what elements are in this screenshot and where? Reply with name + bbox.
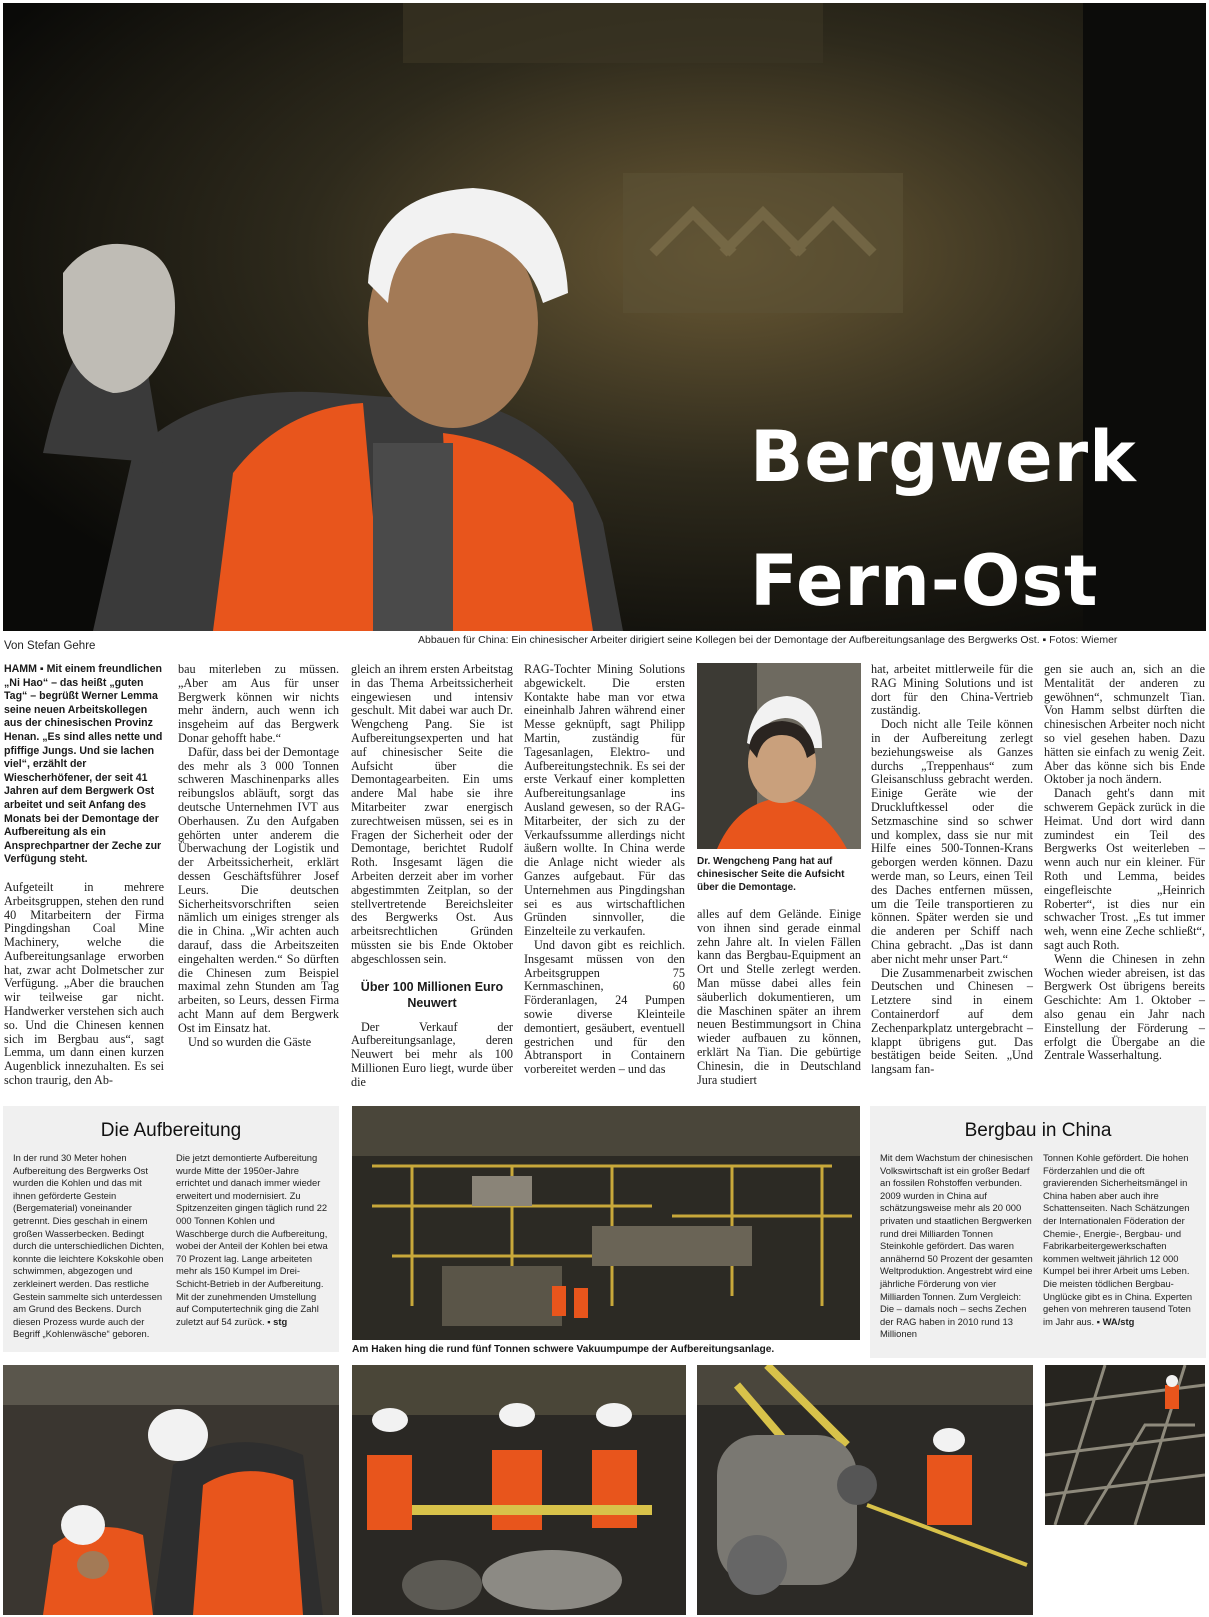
paragraph: Die Zusammenarbeit zwischen Deutschen und Chinesen – Letztere sind in einem Containerdorf auf dem Zechenparkplatz untergebracht – klappt übrigens gut. Das bestätigen beide Seiten. „Und langsam fan- [871, 965, 1033, 1077]
plant-photo [352, 1106, 860, 1340]
info-box-text-body: Tonnen Kohle gefördert. Die hohen Förderzahlen und die oft gravierenden Sicherheitsmängel in China haben aber auch ihre Schattenseiten. Nach Schätzungen der Internationalen Föderation der Chemie-, Energie-, Bergbau- und Fabrikarbeitergewerkschaften kommen weltweit jährlich 12 000 Kumpel bei ihrer Arbeit ums Leben. Die meisten tödlichen Bergbau-Unglücke gibt es in China. Experten gehen von mehreren tausend Toten im Jahr aus. [1043, 1152, 1193, 1327]
pang-photo [697, 663, 861, 849]
paragraph: bau miterleben zu müssen. „Aber am Aus für unser Bergwerk können wir nichts mehr ändern, auch wenn ich insgeheim auf das Bergwerk Donar gehofft habe.“ [178, 662, 339, 745]
author-signature: ▪ WA/stg [1096, 1315, 1135, 1327]
paragraph: Und so wurden die Gäste [188, 1034, 312, 1049]
info-box-text [1043, 1152, 1196, 1341]
article-column-6 [871, 663, 1033, 1077]
article-column-2 [178, 663, 339, 1049]
headline-line2: Fern-Ost [750, 540, 1099, 622]
info-box-title: Bergbau in China [964, 1120, 1112, 1141]
article-column-3 [351, 663, 513, 1090]
paragraph: gleich an ihrem ersten Arbeitstag in das Thema Arbeitssicherheit eingewiesen und intensiv geschult. Mit dabei war auch Dr. Wengcheng Pang. Sie ist Aufbereitungsexperten und hat auf chinesischer Seite die Aufsicht über die Demontagearbeiten. Ein ums andere Mal habe sie ihre Mitarbeiter zwar energisch zurechtweisen müssen, sei es in Fragen der Sicherheit oder der Demontage, berichtet Rudolf Roth. Insgesamt lägen die Arbeiten derzeit aber im vorher abgestimmten Zeitplan, so der stellvertretende Bereichsleiter des Bergwerks Ost. Aus arbeitsrechtlichen Gründen müssten sie bis Ende Oktober abgeschlossen sein. [351, 662, 513, 966]
paragraph: RAG-Tochter Mining Solutions abgewickelt. Die ersten Kontakte habe man vor etwa eineinhalb Jahren während einer Messe geknüpft, sagt Philipp Martin, zuständig für Tagesanlagen, Elektro- und Aufbereitungstechnik. Es sei der erste Verkauf einer kompletten Aufbereitungsanlage ins Ausland gewesen, so der RAG-Mitarbeiter, der sich zu der Verkaufssumme allerdings nicht äußern wollte. In China werde die Anlage nicht wieder als Ganzes aufgebaut. Für das Unternehmen aus Pingdingshan sei es aus wirtschaftlichen Gründen sinnvoller, die Einzelteile zu verkaufen. [524, 662, 685, 939]
paragraph: Wenn die Chinesen in zehn Wochen wieder abreisen, ist das Bergwerk Ost übrigens bereits Geschichte: Am 1. Oktober – also genau ein Jahr nach Einstellung der Förderung – erfolgt die Übergabe an die Zentrale Wasserhaltung. [1044, 951, 1205, 1063]
pump-photo [697, 1365, 1033, 1615]
article-column-7 [1044, 663, 1205, 1063]
paragraph: Der Verkauf der Aufbereitungsanlage, deren Neuwert bei mehr als 100 Millionen Euro liegt, wurde über die [351, 1019, 513, 1089]
article-lead: HAMM ▪ Mit einem freundlichen „Ni Hao“ – das heißt „guten Tag“ – begrüßt Werner Lemma seine neuen Arbeitskollegen aus der chinesischen Provinz Henan. „Es sind alles nette und pfiffige Jungs. Und sie lachen viel“, erzählt der Wiescherhöfener, der seit 41 Jahren auf dem Bergwerk Ost arbeitet und seit Anfang des Monats bei der Demontage der Aufbereitung als ein Ansprechpartner der Zeche zur Verfügung steht. [4, 663, 163, 866]
headline-line1: Bergwerk [750, 416, 1137, 498]
paragraph: Dafür, dass bei der Demontage des mehr als 3 000 Tonnen schweren Maschinenparks alles reibungslos abläuft, sorgt das deutsche Unternehmen IVT aus Oberhausen. Zu den Aufgaben gehörten unter anderem die Überwachung der Logistik und der Arbeitssicherheit, erklärt dessen Geschäftsführer Josef Leurs. Die deutschen Sicherheitsvorschriften seien nämlich um einiges strenger als die in China. „Wir achten auch darauf, dass die Arbeitszeiten eingehalten werden.“ So dürften die Chinesen zum Beispiel maximal zehn Stunden am Tag arbeiten, so Leurs, dessen Firma acht Mann auf dem Bergwerk Ost im Einsatz hat. [178, 744, 339, 1035]
author-signature: ▪ stg [267, 1315, 288, 1327]
paragraph: alles auf dem Gelände. Einige von ihnen sind gerade einmal zehn Jahre alt. In vielen Fällen kann das Bergbau-Equipment an Ort und Stelle zerlegt werden. Man müsse dabei alles fein säuberlich dokumentieren, um die Maschinen später an ihrem neuen Bestimmungsort in China wieder aufbauen zu können, erklärt Na Tian. Die gebürtige Chinesin, die in Deutschland Jura studiert [697, 907, 861, 1087]
workers-photo-2 [352, 1365, 686, 1615]
paragraph: gen sie auch an, sich an die Mentalität der anderen zu gewöhnen“, schmunzelt Tian. Von Hamm selbst dürften die chinesischen Arbeiter noch nicht so viel gesehen haben. Dazu hätten sie einfach zu wenig Zeit. Aber das könne sich bis Ende Oktober ja noch ändern. [1044, 662, 1205, 787]
workers-photo-1 [3, 1365, 339, 1615]
paragraph: hat, arbeitet mittlerweile für die RAG Mining Solutions und ist dort für den China-Vertrieb zuständig. [871, 662, 1033, 718]
hero-caption: Abbauen für China: Ein chinesischer Arbeiter dirigiert seine Kollegen bei der Demontage der Aufbereitungsanlage des Bergwerks Ost. ▪ Fotos: Wiemer [418, 634, 1118, 646]
article-column-1 [4, 663, 164, 1088]
info-box-text: In der rund 30 Meter hohen Aufbereitung des Bergwerks Ost wurden die Kohlen und das mit ihnen geförderte Gestein (Bergematerial) voneinander getrennt. Dies geschah in einem großen Wasserbecken. Bedingt durch die unterschiedlichen Dichten, konnte die leichtere Kokskohle oben schwimmen, abgezogen und zerkleinert werden. Das restliche Gestein sammelte sich unterdessen am Grund des Beckens. Durch diesen Prozess wurde auch der Begriff „Kohlenwäsche“ geboren. [13, 1152, 165, 1340]
info-box-aufbereitung [3, 1106, 339, 1352]
info-box-text-body: Die jetzt demontierte Aufbereitung wurde Mitte der 1950er-Jahre errichtet und danach immer wieder erweitert und modernisiert. Zu Spitzenzeiten gingen täglich rund 22 000 Tonnen Kohlen und Waschberge durch die Aufbereitung, wobei der Anteil der Kohlen bei etwa 70 Prozent lag. Lange arbeiteten mehr als 150 Kumpel im Drei-Schicht-Betrieb in der Aufbereitung. Mit der zunehmenden Umstellung auf Computertechnik ging die Zahl zuletzt auf 54 zurück. [176, 1152, 328, 1327]
article-column-4 [524, 663, 685, 1077]
info-box-title: Die Aufbereitung [100, 1120, 242, 1141]
paragraph: Und davon gibt es reichlich. Insgesamt müssen von den Arbeitsgruppen 75 Kernmaschinen, 60 Förderanlagen, 24 Pumpen sowie diverse Kleinteile demontiert, gesäubert, eventuell gestrichen und für den Abtransport in Containern vorbereitet werden – und das [524, 937, 685, 1077]
pang-caption: Dr. Wengcheng Pang hat auf chinesischer Seite die Aufsicht über die Demontage. [697, 856, 845, 893]
info-box-china [870, 1106, 1206, 1358]
article-column-5 [697, 908, 861, 1087]
steelwork-photo [1045, 1365, 1205, 1525]
paragraph: Aufgeteilt in mehrere Arbeitsgruppen, stehen den rund 40 Mitarbeitern der Firma Pingdingshan Coal Mine Machinery, welche die Aufbereitungsanlage erworben hat, zwar acht Dolmetscher zur Verfügung. „Aber die brauchen wir teilweise gar nicht. Handwerker verstehen sich auch so. Und die Chinesen kennen sich im Bergbau aus“, sagt Lemma, um dann einen kurzen Augenblick innezuhalten. Es sei schon traurig, den Ab- [4, 879, 164, 1088]
info-box-text [176, 1152, 329, 1341]
paragraph: Danach geht's dann mit schwerem Gepäck zurück in die Heimat. Und dort wird dann zumindest ein Teil des Bergwerks Ost weiterleben – wenn auch nur ein kleiner. Für Roth und Lemma, beides eingefleischte „Heinrich Roberter“, ist dies nur ein schwacher Trost. „Es tut immer weh, wenn eine Zeche schließt“, sagt auch Roth. [1044, 786, 1205, 952]
subheading: Über 100 Millionen Euro Neuwert [360, 979, 504, 1010]
headline [750, 395, 1137, 643]
paragraph: Doch nicht alle Teile können in der Aufbereitung zerlegt beziehungsweise als Ganzes durchs „Treppenhaus“ zum Gleisanschluss gebracht werden. Einige Geräte wie der Druckluftkessel oder die Setzmaschine sind so schwer und komplex, dass sie nur mit Hilfe eines 500-Tonnen-Krans geborgen werden können. Dazu werde man, so Leurs, einen Teil des Daches entfernen müssen, um die Teile transportieren zu können. Später werden sie und die anderen per Schiff nach China gebracht. „Das ist dann aber nicht mehr unser Part.“ [871, 717, 1033, 966]
plant-caption: Am Haken hing die rund fünf Tonnen schwere Vakuumpumpe der Aufbereitungsanlage. [352, 1344, 775, 1355]
info-box-text: Mit dem Wachstum der chinesischen Volkswirtschaft ist ein großer Bedarf an fossilen Rohstoffen verbunden. 2009 wurden in China auf schätzungsweise mehr als 20 000 privaten und staatlichen Bergwerken rund drei Milliarden Tonnen Steinkohle gefördert. Das waren annähernd 50 Prozent der gesamten Weltproduktion. Angestrebt wird eine jährliche Förderung von vier Milliarden Tonnen. Zum Vergleich: Die – damals noch – sechs Zechen der RAG haben in 2010 rund 13 Millionen [880, 1152, 1033, 1340]
byline: Von Stefan Gehre [4, 640, 96, 652]
